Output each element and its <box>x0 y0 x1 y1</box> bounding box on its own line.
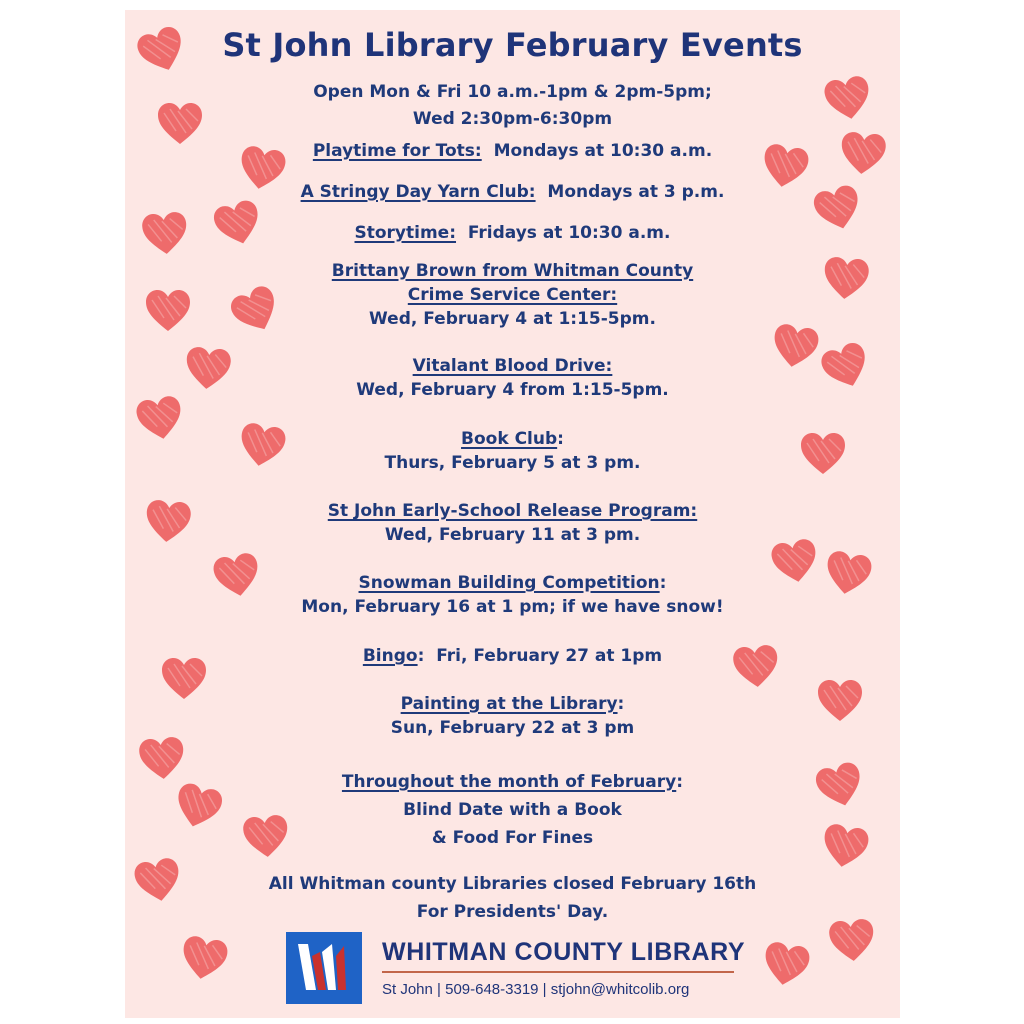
page-title: St John Library February Events <box>222 26 803 64</box>
event-name: St John Early-School Release Program: <box>327 501 698 521</box>
event-name: Storytime: <box>354 223 457 243</box>
event-snowman <box>125 573 900 593</box>
event-detail: Wed, February 4 at 1:15-5pm. <box>369 309 656 329</box>
event-early-release <box>125 501 900 521</box>
event-name-line-2 <box>125 285 900 305</box>
event-detail: Mondays at 3 p.m. <box>547 182 725 202</box>
event-bingo <box>125 646 900 666</box>
event-detail: Sun, February 22 at 3 pm <box>390 718 635 738</box>
event-name: Book Club <box>461 429 558 449</box>
event-name-line-1 <box>125 261 900 281</box>
event-suffix: : <box>557 429 564 449</box>
event-throughout <box>125 772 900 792</box>
event-suffix: : <box>659 573 667 593</box>
event-name: Playtime for Tots: <box>312 141 482 161</box>
event-detail: Mon, February 16 at 1 pm; if we have snow! <box>301 597 724 617</box>
event-suffix: : <box>617 694 625 714</box>
event-detail: Fridays at 10:30 a.m. <box>467 223 671 243</box>
event-name: Crime Service Center: <box>407 285 618 305</box>
event-detail: Mondays at 10:30 a.m. <box>493 141 713 161</box>
closure-line-2: For Presidents' Day. <box>416 902 609 922</box>
event-name: Vitalant Blood Drive: <box>412 356 613 376</box>
event-detail-line-2: & Food For Fines <box>431 828 594 848</box>
event-name: Painting at the Library <box>400 694 618 714</box>
event-detail: Thurs, February 5 at 3 pm. <box>384 453 641 473</box>
event-painting <box>125 694 900 714</box>
event-suffix: : <box>417 646 425 666</box>
event-detail: Wed, February 4 from 1:15-5pm. <box>356 380 669 400</box>
hours-line-2: Wed 2:30pm-6:30pm <box>412 109 613 129</box>
hours-line-1: Open Mon & Fri 10 a.m.-1pm & 2pm-5pm; <box>313 82 712 102</box>
event-name: Brittany Brown from Whitman County <box>331 261 694 281</box>
event-storytime <box>125 223 900 243</box>
footer-divider <box>382 971 734 973</box>
closure-line-1: All Whitman county Libraries closed February 16th <box>268 874 757 894</box>
event-book-club <box>125 429 900 449</box>
event-name: A Stringy Day Yarn Club: <box>300 182 536 202</box>
org-name: WHITMAN COUNTY LIBRARY <box>382 938 746 966</box>
event-yarn-club <box>125 182 900 202</box>
event-blood-drive <box>125 356 900 376</box>
contact-info: St John | 509-648-3319 | stjohn@whitcolib.org <box>382 981 690 998</box>
event-detail: Wed, February 11 at 3 pm. <box>384 525 641 545</box>
event-detail: Fri, February 27 at 1pm <box>436 646 663 666</box>
event-detail-line-1: Blind Date with a Book <box>403 800 622 820</box>
event-name: Bingo <box>362 646 418 666</box>
library-logo-icon <box>286 932 362 1004</box>
library-logo <box>286 932 362 1004</box>
event-suffix: : <box>676 772 684 792</box>
event-name: Snowman Building Competition <box>358 573 660 593</box>
event-playtime <box>125 141 900 161</box>
event-name: Throughout the month of February <box>341 772 677 792</box>
